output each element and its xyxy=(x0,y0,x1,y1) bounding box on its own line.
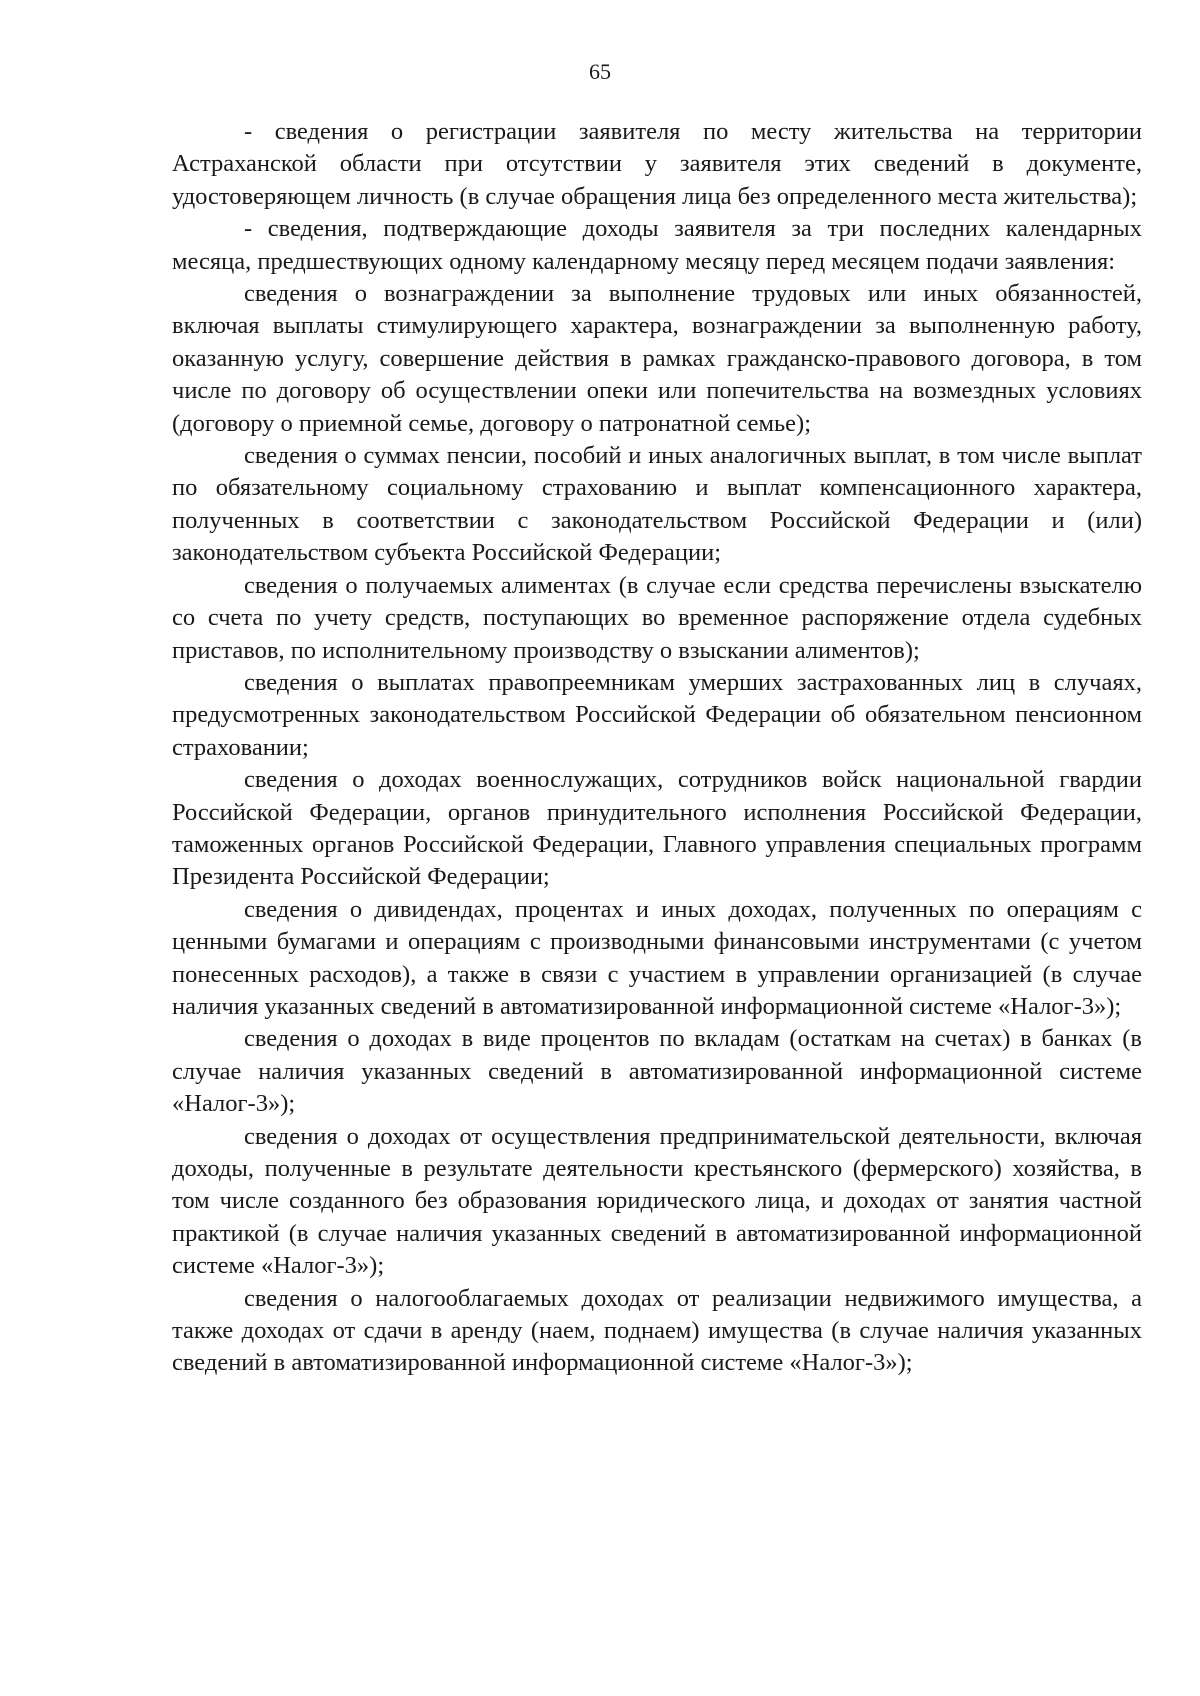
page-number: 65 xyxy=(589,59,611,84)
paragraph-business-income: сведения о доходах от осуществления предпринимательской деятельности, включая доходы, полученные в результате деятельности крестьянского (фермерского) хозяйства, в том числе созданного без образования юридического лица, и доходах от занятия частной практикой (в случае наличия указанных сведений в автоматизированной информационной системе «Налог-3»); xyxy=(172,1122,1142,1280)
paragraph-military-income: сведения о доходах военнослужащих, сотрудников войск национальной гвардии Российской Федерации, органов принудительного исполнения Российской Федерации, таможенных органов Российской Федерации, Главного управления специальных программ Президента Российской Федерации; xyxy=(172,766,1142,891)
paragraph-registration: - сведения о регистрации заявителя по месту жительства на территории Астраханской области при отсутствии у заявителя этих сведений в документе, удостоверяющем личность (в случае обращения лица без определенного места жительства); xyxy=(172,118,1142,210)
paragraph-labor-remuneration: сведения о вознаграждении за выполнение трудовых или иных обязанностей, включая выплаты стимулирующего характера, вознаграждении за выполненную работу, оказанную услугу, совершение действия в рамках гражданско-правового договора, в том числе по договору об осуществлении опеки или попечительства на возмездных условиях (договору о приемной семье, договору о патронатной семье); xyxy=(172,280,1142,437)
paragraph-alimony: сведения о получаемых алиментах (в случае если средства перечислены взыскателю со счета по учету средств, поступающих во временное распоряжение отдела судебных приставов, по исполнительному производству о взыскании алиментов); xyxy=(172,571,1142,664)
paragraph-securities-income: сведения о дивидендах, процентах и иных доходах, полученных по операциям с ценными бумагами и операциям с производными финансовыми инструментами (с учетом понесенных расходов), а также в связи с участием в управлении организацией (в случае наличия указанных сведений в автоматизированной информационной системе «Налог-3»); xyxy=(172,895,1142,1020)
paragraph-successor-payments: сведения о выплатах правопреемникам умерших застрахованных лиц в случаях, предусмотренных законодательством Российской Федерации об обязательном пенсионном страховании; xyxy=(172,668,1142,761)
paragraph-income-intro: - сведения, подтверждающие доходы заявителя за три последних календарных месяца, предшествующих одному календарному месяцу перед месяцем подачи заявления: xyxy=(172,215,1142,275)
paragraph-property-income: сведения о налогооблагаемых доходах от реализации недвижимого имущества, а также доходах от сдачи в аренду (наем, поднаем) имущества (в случае наличия указанных сведений в автоматизированной информационной системе «Налог-3»); xyxy=(172,1284,1142,1377)
document-body xyxy=(172,116,1142,1380)
paragraph-pensions-benefits: сведения о суммах пенсии, пособий и иных аналогичных выплат, в том числе выплат по обязательному социальному страхованию и выплат компенсационного характера, полученных в соответствии с законодательством Российской Федерации и (или) законодательством субъекта Российской Федерации; xyxy=(172,442,1142,567)
paragraph-deposit-interest: сведения о доходах в виде процентов по вкладам (остаткам на счетах) в банках (в случае наличия указанных сведений в автоматизированной информационной системе «Налог-3»); xyxy=(172,1025,1142,1118)
